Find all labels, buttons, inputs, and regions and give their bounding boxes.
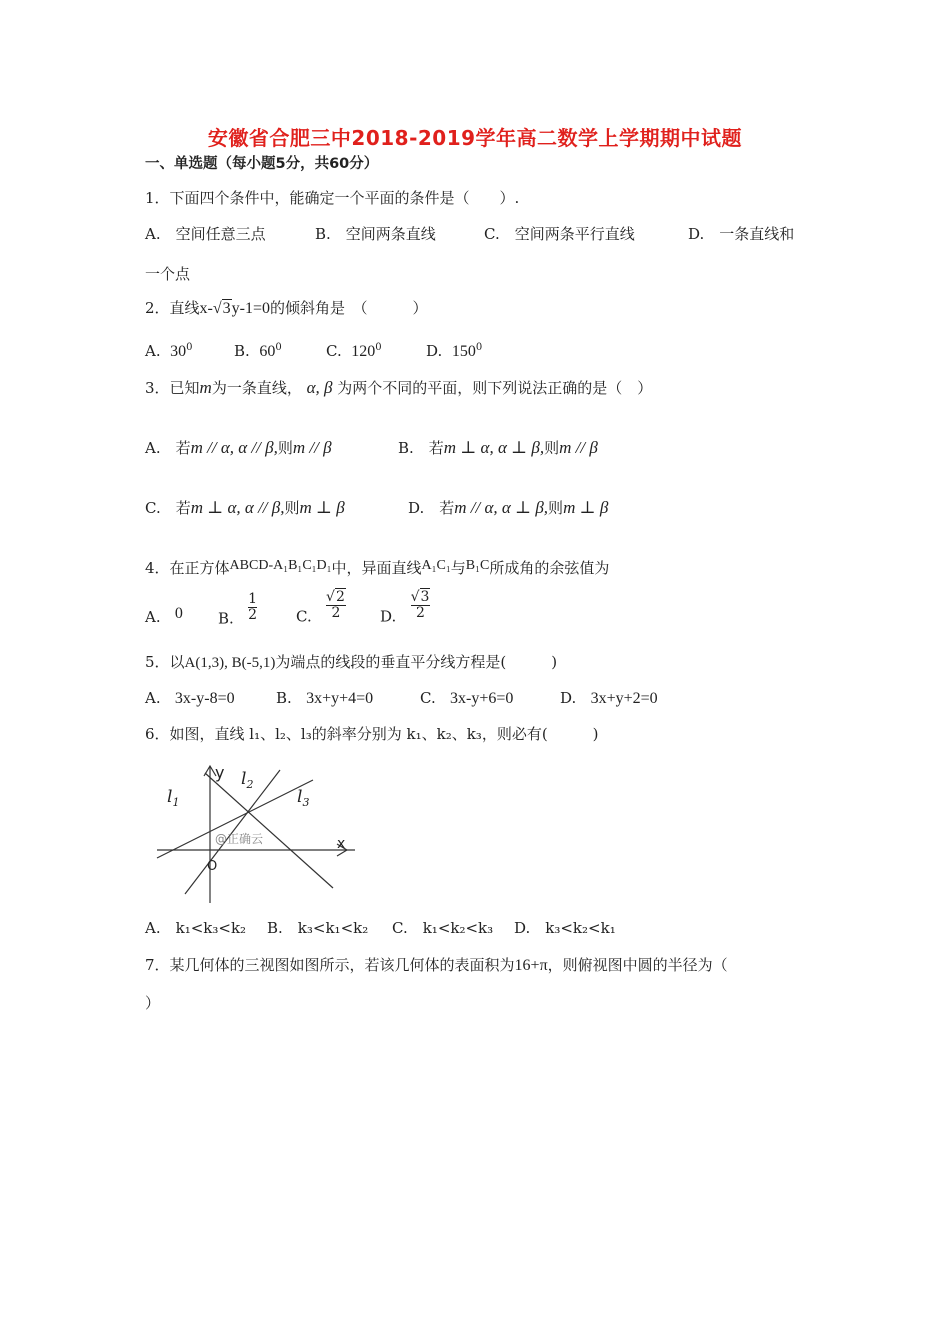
fig-label-origin: O [207,859,218,874]
q1-option-c: C. 空间两条平行直线 [484,225,635,243]
q2-post: 的倾斜角是 （ ） [270,299,428,317]
question-4-stem: 4．在正方体ABCD-A₁B₁C₁D₁中，异面直线A₁C₁与B₁C所成角的余弦值为 [145,558,610,577]
q3-option-d: D. 若m // α, α ⊥ β,则m ⊥ β [408,498,609,517]
q4-option-c: C. $\frac{√2}{2}$ [296,589,345,626]
q1-option-d: D. 一条直线和 [688,225,795,243]
q2-option-c: C. $120^0$ [326,342,382,360]
q3-option-c: C. 若m ⊥ α, α // β,则m ⊥ β [145,498,345,517]
q5-option-a: A. 3x-y-8=0 [145,689,235,707]
q4-option-a: A. 0 [145,605,183,626]
q5-option-d: D. 3x+y+2=0 [560,689,658,707]
section-heading: 一、单选题（每小题5分，共60分） [145,156,379,172]
q2-option-d: D. $150^0$ [426,342,483,360]
q2-eq-sqrt: 3 [222,300,231,317]
q1-option-d-cont: 一个点 [145,265,191,283]
fig-label-y: y [215,763,225,782]
line-l3 [157,780,313,858]
q2-pre: 2．直线 [145,299,200,317]
fig-label-l3: $l_3$ [297,787,310,809]
question-2-stem: 2．直线x-√3y-1=0的倾斜角是 （ ） [145,299,428,317]
q3-option-b: B. 若m ⊥ α, α ⊥ β,则m // β [398,438,598,457]
question-7-close: ） [145,994,161,1012]
q2-option-b: B. $60^0$ [234,342,282,360]
fig-watermark: @正确云 [215,832,264,846]
question-5-stem: 5．以A(1,3), B(-5,1)为端点的线段的垂直平分线方程是( ) [145,653,558,671]
q5-option-b: B. 3x+y+4=0 [276,689,374,707]
q4-option-d: D. $\frac{√3}{2}$ [380,589,430,626]
q2-eq-a: x- [199,300,213,317]
question-7-stem: 7．某几何体的三视图如图所示，若该几何体的表面积为16+π，则俯视图中圆的半径为（ [145,956,728,974]
fig-label-l1: $l_1$ [167,787,180,809]
lines-figure [145,758,365,908]
q2-eq-c: y-1=0 [231,300,271,317]
question-6-stem: 6．如图，直线 l₁、l₂、l₃的斜率分别为 k₁、k₂、k₃，则必有( ) [145,725,599,743]
question-3-stem: 3．已知m为一条直线， α, β 为两个不同的平面，则下列说法正确的是（ ） [145,378,653,397]
page-title: 安徽省合肥三中2018-2019学年高二数学上学期期中试题 [207,126,743,150]
q2-option-a: A. $30^0$ [145,342,193,360]
q1-option-a: A. 空间任意三点 [145,225,266,243]
q6-option-d: D. k₃<k₂<k₁ [514,919,616,937]
q6-option-c: C. k₁<k₂<k₃ [392,919,494,937]
fig-label-l2: $l_2$ [241,769,254,791]
q5-option-c: C. 3x-y+6=0 [420,689,514,707]
fig-label-x: x [337,836,346,852]
q6-option-b: B. k₃<k₁<k₂ [267,919,369,937]
q3-option-a: A. 若m // α, α // β,则m // β [145,438,332,457]
line-l1 [205,773,333,888]
q1-option-b: B. 空间两条直线 [315,225,436,243]
question-1-stem: 1．下面四个条件中，能确定一个平面的条件是（ ）. [145,189,520,207]
q6-option-a: A. k₁<k₃<k₂ [145,919,247,937]
q4-option-b: B. $\frac{1}{2}$ [218,591,258,628]
